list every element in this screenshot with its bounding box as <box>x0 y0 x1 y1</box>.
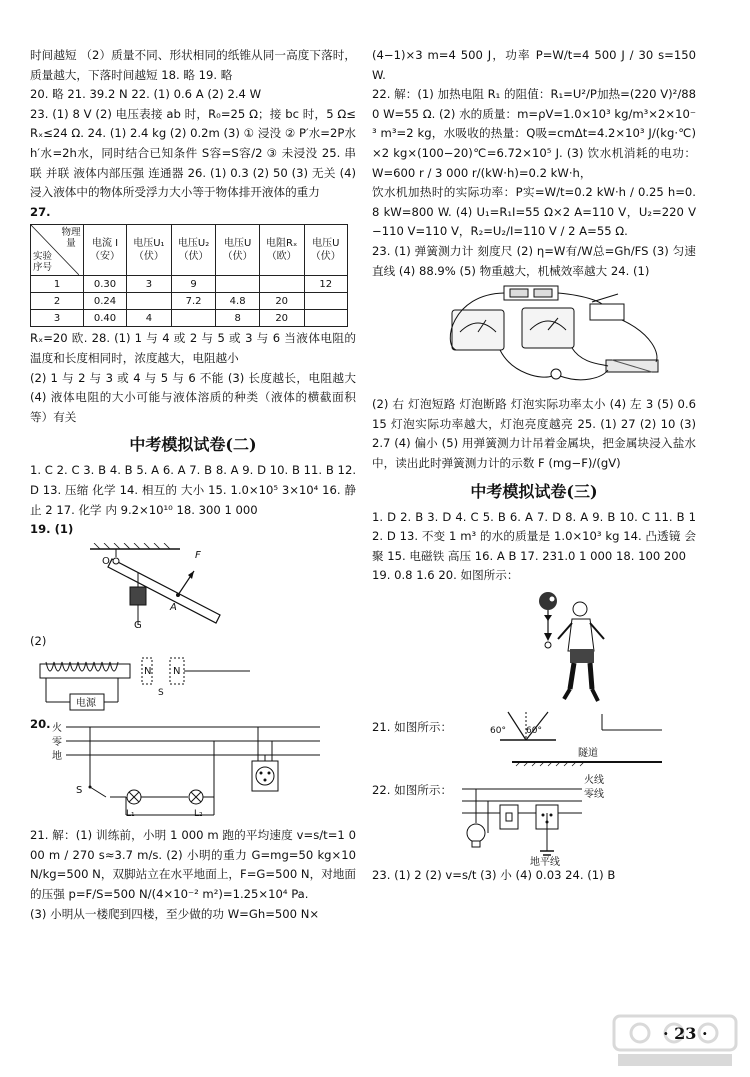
table-cell: 3 <box>127 276 172 293</box>
answer-paragraph-21-3: (3) 小明从一楼爬到四楼，至少做的功 W=Gh=500 N× <box>30 906 320 921</box>
watermark-logo <box>610 1010 740 1070</box>
answer-paragraph-21: 21. 解：(1) 训练前，小明 1 000 m 跑的平均速度 v=s/t=1 000 m / 270 s≈3.7 m/s. (2) 小明的重力 G=mg=50 kg×10 N/kg=500 N，双脚站立在水平地面上，F=G=500 N，对地面的压强 p=F/S=500 N/(4×10⁻² m²)=1.25×10⁴ Pa. <box>30 828 356 902</box>
wiring-diagram <box>452 771 662 863</box>
table-cell <box>304 310 347 327</box>
table-header: 电阻Rₓ（欧） <box>259 225 304 276</box>
table-cell: 3 <box>31 310 84 327</box>
answer-paragraph-17: 时间越短 （2）质量不同、形状相同的纸锥从同一高度下落时，质量越大，下落时间越短 18. 略 19. 略 <box>30 48 356 82</box>
neutral-wire-label: 零线 <box>584 788 604 800</box>
question-22-label: 22. 如图所示： <box>372 782 453 797</box>
question-27-label: 27. <box>30 204 51 219</box>
power-source-label: 电源 <box>76 698 96 710</box>
table-cell: 20 <box>259 293 304 310</box>
table-header: 电压U（伏） <box>216 225 259 276</box>
neutral-wire-label: 零 <box>52 737 62 749</box>
table-header: 电压U（伏） <box>304 225 347 276</box>
live-wire-label: 火线 <box>584 774 604 786</box>
point-a-label: A <box>170 601 177 613</box>
left-column <box>30 46 356 924</box>
switch-label: S <box>76 785 83 797</box>
table-cell: 1 <box>31 276 84 293</box>
answer-paragraph-22: 22. 解：(1) 加热电阻 R₁ 的阻值：R₁=U²/P加热=(220 V)²/880 W=55 Ω. (2) 水的质量：m=ρV=1.0×10³ kg/m³×2×10⁻³ m³=2 kg，水吸收的热量：Q吸=cmΔt=4.2×10³ J/(kg·℃)×2 kg×(100−20)℃=6.72×10⁵ J. (3) 饮水机消耗的电功：W=600 r / 3 000 r/(kW·h)=0.2 kW·h， <box>372 87 696 180</box>
table-row <box>31 276 348 293</box>
question-19-label: 19. (1) <box>30 522 74 537</box>
section-title-exam-3: 中考模拟试卷(三) <box>470 481 598 501</box>
table-cell <box>259 276 304 293</box>
ground-wire-label: 地 <box>52 751 62 763</box>
table-row <box>31 310 348 327</box>
north-pole-label: N <box>144 666 152 678</box>
question-20-label: 20. <box>30 717 51 732</box>
answer-paragraph-power: (4−1)×3 m=4 500 J，功率 P=W/t=4 500 J / 30 s=150 W. <box>372 48 696 82</box>
table-header: 电压U₁（伏） <box>127 225 172 276</box>
ground-line-label: 地平线 <box>530 856 560 868</box>
table-cell: 12 <box>304 276 347 293</box>
table-corner-cell <box>31 225 84 276</box>
electromagnet-figure <box>30 654 356 712</box>
table-cell: 0.40 <box>84 310 127 327</box>
table-cell: 4.8 <box>216 293 259 310</box>
answer-paragraph-28b: (2) 1 与 2 与 3 或 4 与 5 与 6 不能 (3) 长度越长，电阻越大 (4) 液体电阻的大小可能与液体溶质的种类（液体的横截面积等）有关 <box>30 370 356 424</box>
reflection-diagram <box>452 710 672 768</box>
lamp-circuit-figure <box>372 284 696 392</box>
page-number: · 23 · <box>663 1024 708 1043</box>
gravity-label: G <box>134 619 142 631</box>
household-circuit-figure <box>30 715 356 823</box>
table-header: 电流 I（安） <box>84 225 127 276</box>
table-cell <box>216 276 259 293</box>
question-21-label: 21. 如图所示： <box>372 719 453 734</box>
answer-paragraph-19-20: 19. 0.8 1.6 20. 如图所示： <box>372 568 519 583</box>
answer-paragraph-23-24: 23. (1) 2 (2) v=s/t (3) 小 (4) 0.03 24. (1) B <box>372 867 616 882</box>
angle-label-2: 60° <box>526 725 542 736</box>
south-pole-label: S <box>158 688 164 699</box>
lamp-l1-label: L₁ <box>126 809 135 820</box>
answer-paragraph-20: 20. 略 21. 39.2 N 22. (1) 0.6 A (2) 2.4 W <box>30 87 262 102</box>
section-title-exam-2: 中考模拟试卷(二) <box>129 435 257 455</box>
answer-paragraph-choices-2: 1. C 2. C 3. B 4. B 5. A 6. A 7. B 8. A 9. D 10. B 11. B 12. D 13. 压缩 化学 14. 相互的 大小 15. 1.0×10⁵ 3×10⁴ 16. 静止 2 17. 化学 内 9.2×10¹⁰ 18. 300 1 000 <box>30 463 356 517</box>
household-circuit-diagram <box>30 715 330 823</box>
angle-label-1: 60° <box>490 725 506 736</box>
answer-paragraph-23: 23. (1) 弹簧测力计 刻度尺 (2) η=W有/W总=Gh/FS (3) 匀速直线 (4) 88.9% (5) 物重越大，机械效率越大 24. (1) <box>372 243 696 278</box>
skipping-person-diagram <box>472 589 672 707</box>
answer-paragraph-22b: 饮水机加热时的实际功率：P实=W/t=0.2 kW·h / 0.25 h=0.8 kW=800 W. (4) U₁=R₁I=55 Ω×2 A=110 V，U₂=220 V−110 V=110 V，R₂=U₂/I=110 V / 2 A=55 Ω. <box>372 185 696 239</box>
table-header-row <box>31 225 348 276</box>
table-cell: 7.2 <box>171 293 216 310</box>
north-pole-label-2: N <box>173 666 181 678</box>
live-wire-label: 火 <box>52 723 62 735</box>
reflection-figure <box>372 710 696 768</box>
answer-paragraph-choices-3: 1. D 2. B 3. D 4. C 5. B 6. A 7. D 8. A 9. B 10. C 11. B 12. D 13. 不变 1 m³ 的水的质量是 1.0×10³ kg 14. 凸透镜 会聚 15. 电磁铁 高压 16. A B 17. 231.0 1 000 18. 100 200 <box>372 509 696 563</box>
answer-paragraph-24: (2) 右 灯泡短路 灯泡断路 灯泡实际功率太小 (4) 左 3 (5) 0.615 灯泡实际功率越大，灯泡亮度越亮 25. (1) 27 (2) 10 (3) 2.7 (4) 偏小 (5) 用弹簧测力计吊着金属块，把金属块浸入盐水中，读出此时弹簧测力计的示数 F (mg−F)/(gV) <box>372 397 696 470</box>
table-cell: 4 <box>127 310 172 327</box>
wiring-figure <box>372 771 696 868</box>
corner-top-label: 物理量 <box>61 227 81 250</box>
table-header: 电压U₂（伏） <box>171 225 216 276</box>
table-row <box>31 293 348 310</box>
table-cell: 0.30 <box>84 276 127 293</box>
table-cell: 0.24 <box>84 293 127 310</box>
table-cell: 20 <box>259 310 304 327</box>
lamp-l2-label: L₂ <box>194 809 203 820</box>
table-cell <box>171 310 216 327</box>
lever-figure <box>30 543 356 629</box>
table-cell <box>304 293 347 310</box>
force-label: F <box>195 549 201 561</box>
right-column <box>372 46 696 885</box>
tunnel-label: 隧道 <box>578 747 598 759</box>
skipping-figure <box>372 589 696 707</box>
table-cell: 9 <box>171 276 216 293</box>
pivot-label: O <box>102 555 110 567</box>
table-cell: 2 <box>31 293 84 310</box>
table-cell <box>127 293 172 310</box>
answer-paragraph-23: 23. (1) 8 V (2) 电压表接 ab 时，R₀=25 Ω；接 bc 时，5 Ω≤Rₓ≤24 Ω. 24. (1) 2.4 kg (2) 0.2m (3) ① 浸没 ② P′水=2P水 h′水=2h水，同时结合已知条件 S容=S容/2 ③ 未浸没 25. 串联 并联 液体内部压强 连通器 26. (1) 0.3 (2) 50 (3) 无关 (4) 浸入液体中的物体所受浮力大小等于物体排开液体的重力 <box>30 106 356 200</box>
data-table-27 <box>30 224 348 327</box>
lamp-circuit-diagram <box>432 284 672 392</box>
corner-bottom-label: 实验序号 <box>33 251 53 274</box>
table-cell: 8 <box>216 310 259 327</box>
answer-paragraph-28: Rₓ=20 欧. 28. (1) 1 与 4 或 2 与 5 或 3 与 6 当液体电阻的温度和长度相同时，浓度越大，电阻越小 <box>30 331 356 365</box>
question-19-2-label: (2) <box>30 633 47 648</box>
